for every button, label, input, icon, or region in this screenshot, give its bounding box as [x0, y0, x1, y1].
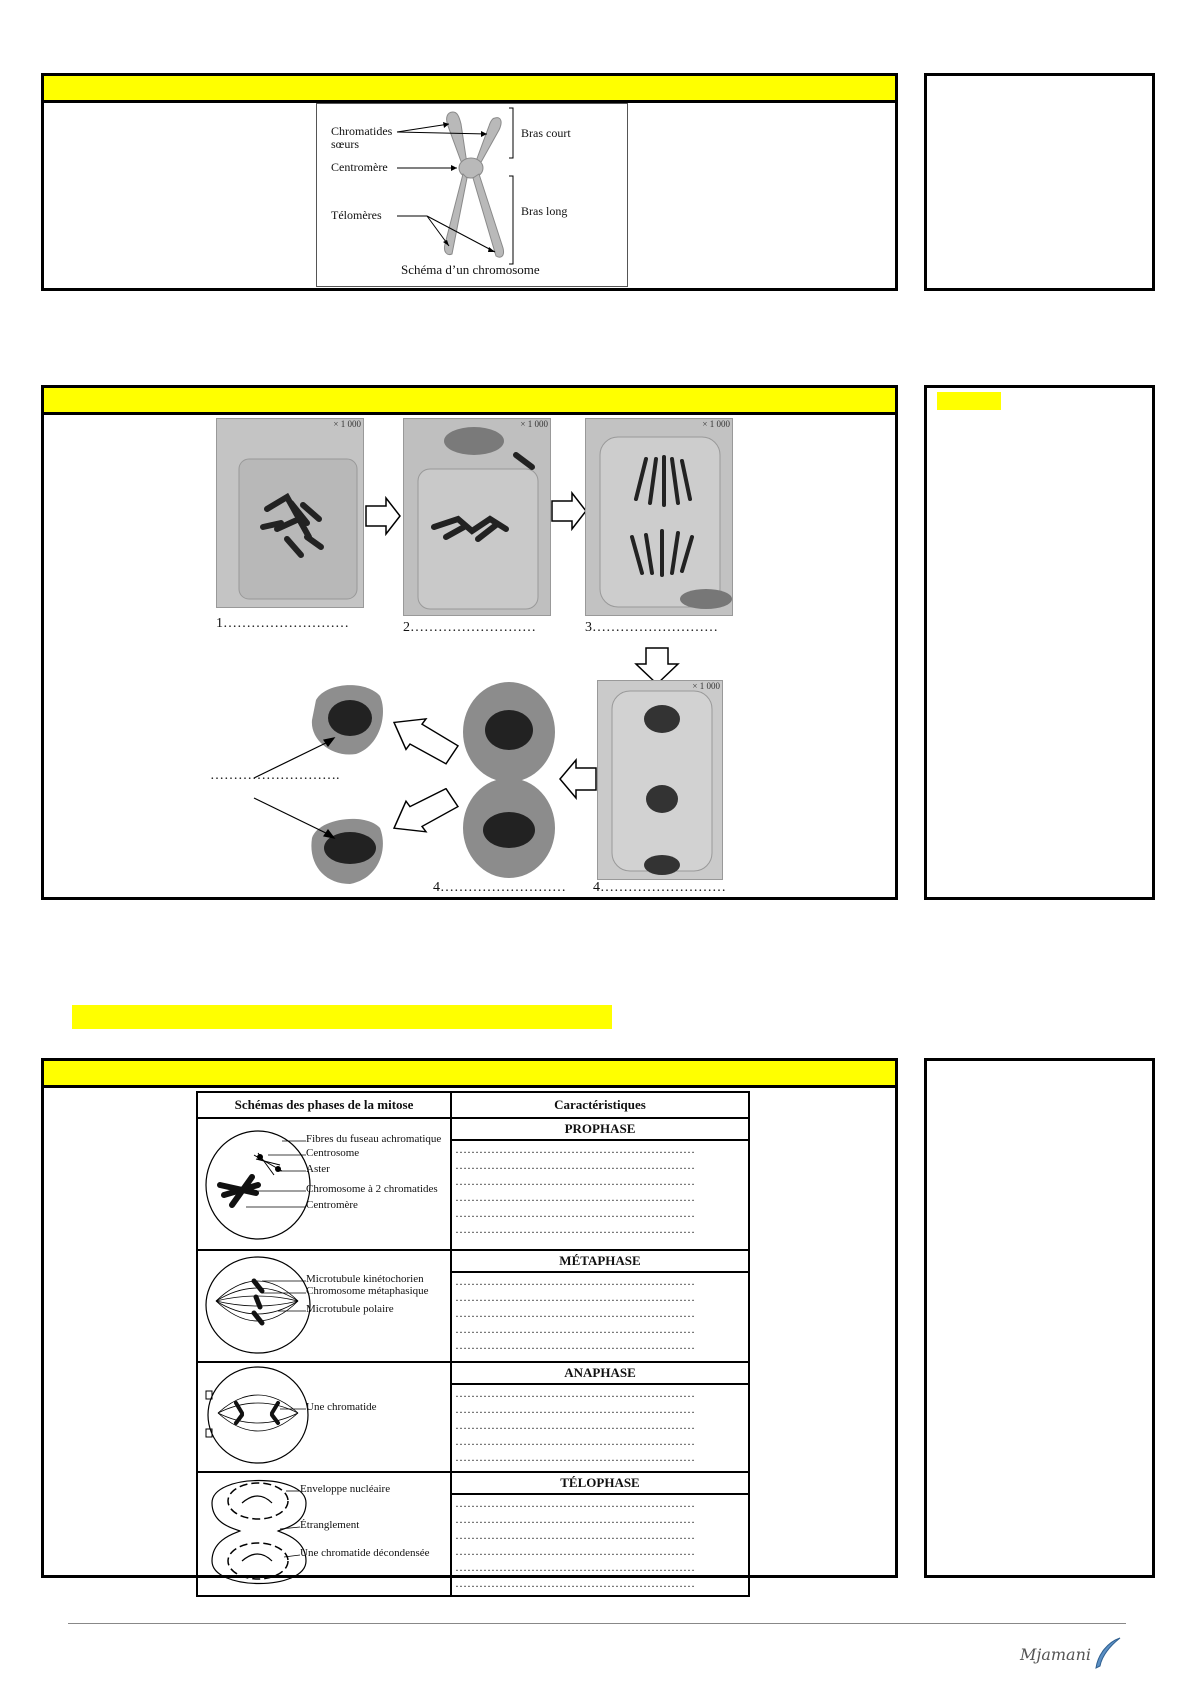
label-bras-court: Bras court	[521, 126, 571, 140]
metaphase-characteristics-cell	[451, 1250, 749, 1362]
anaphase-diagram-cell	[197, 1362, 451, 1472]
answer-line[interactable]: ……………………………………………………	[455, 1386, 695, 1400]
side-notes-box-3	[924, 1058, 1155, 1578]
label-soeurs: sœurs	[331, 137, 360, 151]
label-microtubule-pol: Microtubule polaire	[306, 1303, 394, 1315]
arrow-right-icon	[364, 496, 402, 536]
answer-line[interactable]: ……………………………………………………	[455, 1322, 695, 1336]
phase-title-metaphase: MÉTAPHASE	[452, 1251, 748, 1273]
division-label: 4………………………	[433, 880, 566, 895]
answer-line[interactable]: ……………………………………………………	[455, 1576, 695, 1590]
label-chromatides: Chromatides	[331, 124, 393, 138]
telophase-diagram-cell	[197, 1472, 451, 1596]
table-row-anaphase	[197, 1362, 749, 1472]
micrograph-1	[216, 418, 364, 608]
author-signature: Mjamani	[1020, 1645, 1092, 1664]
answer-line[interactable]: ……………………………………………………	[455, 1512, 695, 1526]
phase-title-telophase: TÉLOPHASE	[452, 1473, 748, 1495]
photo-1-label: 1………………………	[216, 616, 349, 631]
daughter-cells-label: ……………………….	[210, 768, 340, 783]
table-row-prophase	[197, 1118, 749, 1250]
magnification: × 1 000	[692, 681, 720, 691]
chromosome-figure	[316, 103, 628, 287]
prophase-diagram-cell	[197, 1118, 451, 1250]
table-row-metaphase	[197, 1250, 749, 1362]
arrow-downleft-icon	[388, 788, 460, 848]
answer-line[interactable]: ……………………………………………………	[455, 1174, 695, 1188]
title-bar	[44, 1061, 895, 1088]
answer-line[interactable]: ……………………………………………………	[455, 1402, 695, 1416]
photo-2-label: 2………………………	[403, 620, 536, 635]
magnification: × 1 000	[702, 419, 730, 429]
side-notes-box-2	[924, 385, 1155, 900]
photo-4-label: 4………………………	[593, 880, 726, 895]
label-fibres: Fibres du fuseau achromatique	[306, 1133, 442, 1145]
magnification: × 1 000	[520, 419, 548, 429]
title-bar	[44, 76, 895, 103]
phase-title-anaphase: ANAPHASE	[452, 1363, 748, 1385]
label-chromatide-decondensee: Une chromatide décondensée	[300, 1547, 430, 1559]
title-bar	[44, 388, 895, 415]
header-schemas: Schémas des phases de la mitose	[197, 1092, 451, 1118]
section-mitosis-table-box	[41, 1058, 898, 1590]
label-etranglement: Étranglement	[300, 1519, 360, 1531]
answer-line[interactable]: ……………………………………………………	[455, 1418, 695, 1432]
prophase-characteristics-cell	[451, 1118, 749, 1250]
label-microtubule-kin: Microtubule kinétochorien	[306, 1273, 424, 1285]
feather-icon	[1092, 1636, 1124, 1672]
answer-line[interactable]: ……………………………………………………	[455, 1274, 695, 1288]
answer-line[interactable]: ……………………………………………………	[455, 1306, 695, 1320]
micrograph-3	[585, 418, 733, 616]
answer-line[interactable]: ……………………………………………………	[455, 1158, 695, 1172]
anaphase-diagram	[198, 1363, 450, 1467]
label-bras-long: Bras long	[521, 204, 568, 218]
answer-line[interactable]: ……………………………………………………	[455, 1222, 695, 1236]
arrow-right-icon	[550, 491, 588, 531]
answer-line[interactable]: ……………………………………………………	[455, 1290, 695, 1304]
section-chromosome-box	[41, 73, 898, 291]
label-chromosome-2: Chromosome à 2 chromatides	[306, 1183, 438, 1195]
footer-divider	[68, 1623, 1126, 1624]
micrograph-4	[597, 680, 723, 880]
magnification: × 1 000	[333, 419, 361, 429]
table-row-telophase	[197, 1472, 749, 1596]
label-une-chromatide: Une chromatide	[306, 1401, 377, 1413]
label-aster: Aster	[306, 1163, 330, 1175]
answer-line[interactable]: ……………………………………………………	[455, 1142, 695, 1156]
phase-title-prophase: PROPHASE	[452, 1119, 748, 1141]
side-notes-box-1	[924, 73, 1155, 291]
answer-line[interactable]: ……………………………………………………	[455, 1544, 695, 1558]
anaphase-characteristics-cell	[451, 1362, 749, 1472]
arrow-left-icon	[558, 758, 598, 800]
photo-3-label: 3………………………	[585, 620, 718, 635]
label-chromosome-meta: Chromosome métaphasique	[306, 1285, 429, 1297]
label-centromere-p: Centromère	[306, 1199, 358, 1211]
micrograph-2	[403, 418, 551, 616]
section-heading-highlight	[72, 1005, 612, 1029]
figure-caption: Schéma d’un chromosome	[401, 262, 540, 277]
answer-line[interactable]: ……………………………………………………	[455, 1450, 695, 1464]
answer-line[interactable]: ……………………………………………………	[455, 1560, 695, 1574]
label-enveloppe: Enveloppe nucléaire	[300, 1483, 391, 1495]
dividing-cell-image	[454, 680, 564, 880]
telophase-characteristics-cell	[451, 1472, 749, 1596]
header-caracteristiques: Caractéristiques	[451, 1092, 749, 1118]
label-centromere: Centromère	[331, 160, 388, 174]
side-highlight	[937, 392, 1001, 410]
arrow-upleft-icon	[388, 708, 460, 768]
label-centrosome: Centrosome	[306, 1147, 360, 1159]
answer-line[interactable]: ……………………………………………………	[455, 1496, 695, 1510]
mitosis-phases-table	[196, 1091, 750, 1597]
pointer-arrows	[250, 728, 360, 848]
section-mitosis-photos-box	[41, 385, 898, 900]
answer-line[interactable]: ……………………………………………………	[455, 1528, 695, 1542]
metaphase-diagram-cell	[197, 1250, 451, 1362]
answer-line[interactable]: ……………………………………………………	[455, 1434, 695, 1448]
answer-line[interactable]: ……………………………………………………	[455, 1190, 695, 1204]
answer-line[interactable]: ……………………………………………………	[455, 1338, 695, 1352]
label-telomeres: Télomères	[331, 208, 382, 222]
answer-line[interactable]: ……………………………………………………	[455, 1206, 695, 1220]
